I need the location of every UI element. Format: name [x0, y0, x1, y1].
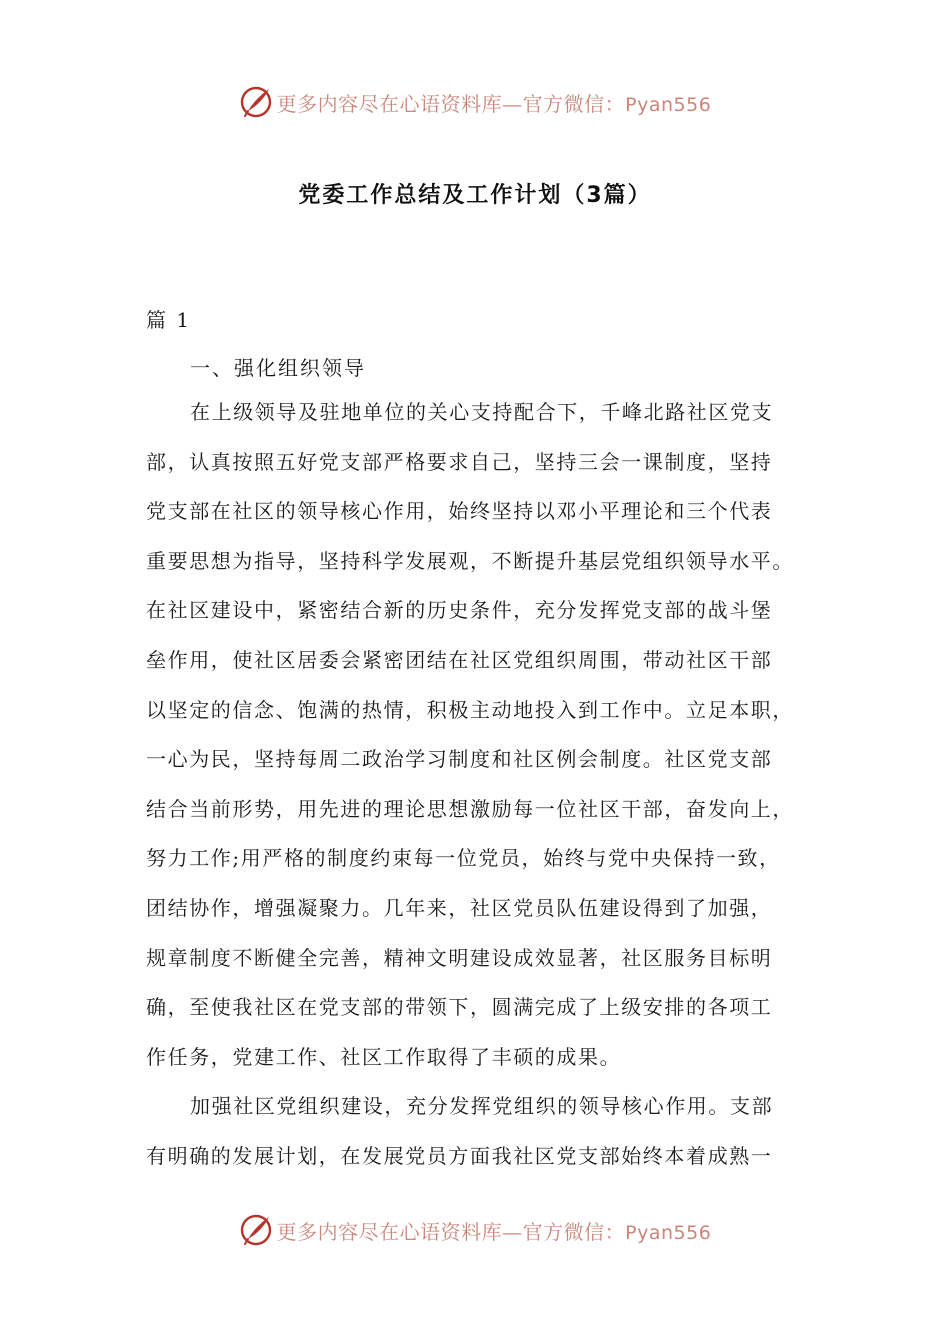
text-line: 党支部在社区的领导核心作用，始终坚持以邓小平理论和三个代表 — [146, 499, 773, 524]
text-line: 作任务，党建工作、社区工作取得了丰硕的成果。 — [146, 1044, 622, 1069]
paragraph-1 — [146, 388, 810, 1082]
text-line: 规章制度不断健全完善，精神文明建设成效显著，社区服务目标明 — [146, 945, 773, 970]
text-line: 一心为民，坚持每周二政治学习制度和社区例会制度。社区党支部 — [146, 747, 773, 772]
text-line: 加强社区党组织建设，充分发挥党组织的领导核心作用。支部 — [190, 1094, 774, 1119]
text-line: 部，认真按照五好党支部严格要求自己，坚持三会一课制度，坚持 — [146, 449, 773, 474]
wechat-id: Pyan556 — [625, 1221, 712, 1244]
text-line: 结合当前形势，用先进的理论思想激励每一位社区干部，奋发向上， — [146, 796, 794, 821]
text-line: 在社区建设中，紧密结合新的历史条件，充分发挥党支部的战斗堡 — [146, 598, 773, 623]
header-banner — [0, 82, 950, 122]
banner-text: 更多内容尽在心语资料库—官方微信：Pyan556 — [276, 91, 712, 116]
paragraph-2 — [146, 1082, 810, 1181]
section-heading: 一、强化组织领导 — [190, 356, 366, 380]
text-line: 以坚定的信念、饱满的热情，积极主动地投入到工作中。立足本职， — [146, 697, 794, 722]
quill-logo-icon — [239, 1213, 273, 1247]
footer-banner — [0, 1210, 950, 1250]
text-line: 团结协作，增强凝聚力。几年来，社区党员队伍建设得到了加强， — [146, 895, 773, 920]
text-line: 重要思想为指导，坚持科学发展观，不断提升基层党组织领导水平。 — [146, 548, 794, 573]
wechat-id: Pyan556 — [625, 93, 712, 116]
text-line: 垒作用，使社区居委会紧密团结在社区党组织周围，带动社区干部 — [146, 647, 773, 672]
text-line: 在上级领导及驻地单位的关心支持配合下，千峰北路社区党支 — [190, 400, 774, 424]
document-body — [146, 348, 810, 1182]
document-title: 党委工作总结及工作计划（3篇） — [298, 183, 652, 208]
text-line: 努力工作;用严格的制度约束每一位党员，始终与党中央保持一致， — [146, 846, 781, 871]
text-line: 有明确的发展计划，在发展党员方面我社区党支部始终本着成熟一 — [146, 1143, 773, 1168]
text-line: 确，至使我社区在党支部的带领下，圆满完成了上级安排的各项工 — [146, 995, 773, 1020]
quill-logo-icon — [239, 85, 273, 119]
banner-text: 更多内容尽在心语资料库—官方微信：Pyan556 — [276, 1219, 712, 1244]
section-label: 篇 1 — [146, 308, 192, 332]
